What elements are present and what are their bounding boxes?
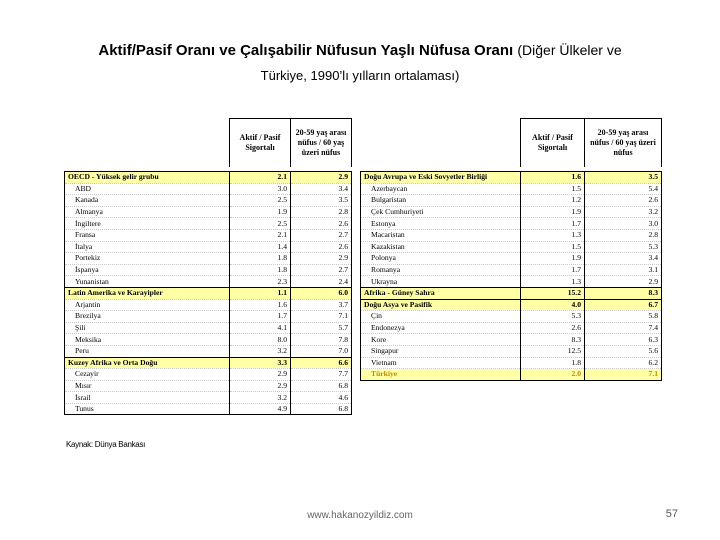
table-row: [65, 392, 352, 404]
table-row: [65, 206, 352, 218]
row-name: Yunanistan: [65, 276, 230, 288]
aktif-pasif-value: 1.8: [230, 253, 291, 265]
row-name: Çin: [361, 311, 521, 323]
aktif-pasif-value: 8.3: [521, 334, 585, 346]
source-note: Kaynak: Dünya Bankası: [66, 440, 146, 449]
group-row: [65, 287, 352, 299]
table-row: [361, 241, 662, 253]
population-ratio-value: 3.4: [291, 183, 352, 195]
aktif-pasif-value: 1.3: [521, 229, 585, 241]
row-name: Brezilya: [65, 311, 230, 323]
row-name: İtalya: [65, 241, 230, 253]
table-row: [65, 276, 352, 288]
population-ratio-value: 2.6: [585, 195, 662, 207]
page-title: [0, 42, 720, 59]
row-name: İspanya: [65, 264, 230, 276]
population-ratio-value: 2.6: [291, 241, 352, 253]
population-ratio-value: 2.9: [291, 172, 352, 184]
table-row: [361, 229, 662, 241]
population-ratio-value: 5.7: [291, 322, 352, 334]
aktif-pasif-value: 1.5: [521, 183, 585, 195]
table-row: [65, 264, 352, 276]
table-row: [361, 264, 662, 276]
aktif-pasif-value: 1.6: [521, 172, 585, 184]
row-name: Azerbaycan: [361, 183, 521, 195]
table-row: [361, 183, 662, 195]
population-ratio-value: 2.9: [291, 253, 352, 265]
aktif-pasif-value: 2.5: [230, 195, 291, 207]
population-ratio-value: 4.6: [291, 392, 352, 404]
aktif-pasif-value: 2.9: [230, 380, 291, 392]
population-ratio-value: 7.0: [291, 345, 352, 357]
table-header-row: [361, 119, 662, 168]
row-name: Romanya: [361, 264, 521, 276]
aktif-pasif-value: 1.9: [230, 206, 291, 218]
population-ratio-value: 3.4: [585, 253, 662, 265]
aktif-pasif-value: 12.5: [521, 345, 585, 357]
table-row: [361, 253, 662, 265]
population-ratio-value: 2.4: [291, 276, 352, 288]
population-ratio-value: 5.6: [585, 345, 662, 357]
aktif-pasif-value: 2.1: [230, 229, 291, 241]
population-ratio-value: 2.8: [291, 206, 352, 218]
group-row: [361, 299, 662, 311]
right-table-body: [361, 172, 662, 381]
header-aktif-pasif: Aktif / Pasif Sigortalı: [521, 119, 585, 168]
row-name: Fransa: [65, 229, 230, 241]
table-row: [65, 229, 352, 241]
aktif-pasif-value: 1.5: [521, 241, 585, 253]
table-row: [65, 322, 352, 334]
row-name: Ukrayna: [361, 276, 521, 288]
row-name: Meksika: [65, 334, 230, 346]
row-name: Mısır: [65, 380, 230, 392]
page-number: 57: [665, 508, 678, 520]
table-row: [361, 206, 662, 218]
table-row: [65, 345, 352, 357]
row-name: Tunus: [65, 403, 230, 415]
table-row: [361, 334, 662, 346]
group-row: [65, 172, 352, 184]
table-row: [65, 311, 352, 323]
table-row: [361, 276, 662, 288]
row-name: Cezayir: [65, 369, 230, 381]
row-name: Polonya: [361, 253, 521, 265]
row-name: OECD - Yüksek gelir grubu: [65, 172, 230, 184]
population-ratio-value: 3.1: [585, 264, 662, 276]
row-name: Arjantin: [65, 299, 230, 311]
population-ratio-value: 7.1: [585, 369, 662, 381]
population-ratio-value: 2.9: [585, 276, 662, 288]
table-row: [65, 195, 352, 207]
population-ratio-value: 6.6: [291, 357, 352, 369]
table-row: [65, 334, 352, 346]
population-ratio-value: 6.2: [585, 357, 662, 369]
aktif-pasif-value: 2.3: [230, 276, 291, 288]
population-ratio-value: 6.8: [291, 380, 352, 392]
table-row: [361, 322, 662, 334]
row-name: Endonezya: [361, 322, 521, 334]
aktif-pasif-value: 1.7: [521, 218, 585, 230]
aktif-pasif-value: 4.1: [230, 322, 291, 334]
aktif-pasif-value: 2.1: [230, 172, 291, 184]
aktif-pasif-value: 3.2: [230, 345, 291, 357]
aktif-pasif-value: 2.9: [230, 369, 291, 381]
aktif-pasif-value: 4.9: [230, 403, 291, 415]
aktif-pasif-value: 1.6: [230, 299, 291, 311]
header-population-ratio: 20-59 yaş arası nüfus / 60 yaş üzeri nüfus: [585, 119, 662, 168]
table-row: [361, 357, 662, 369]
population-ratio-value: 2.8: [585, 229, 662, 241]
aktif-pasif-value: 1.2: [521, 195, 585, 207]
population-ratio-value: 7.8: [291, 334, 352, 346]
title-paren: (Diğer Ülkeler ve: [517, 42, 622, 58]
population-ratio-value: 2.6: [291, 218, 352, 230]
row-name: Singapur: [361, 345, 521, 357]
table-row: [65, 299, 352, 311]
population-ratio-value: 3.7: [291, 299, 352, 311]
aktif-pasif-value: 1.7: [230, 311, 291, 323]
row-name: Şili: [65, 322, 230, 334]
row-name: Kazakistan: [361, 241, 521, 253]
population-ratio-value: 6.3: [585, 334, 662, 346]
aktif-pasif-value: 2.0: [521, 369, 585, 381]
footer-url: www.hakanozyildiz.com: [307, 510, 413, 521]
table-row: [361, 345, 662, 357]
aktif-pasif-value: 1.4: [230, 241, 291, 253]
population-ratio-value: 2.7: [291, 229, 352, 241]
aktif-pasif-value: 2.6: [521, 322, 585, 334]
right-data-table: [360, 118, 662, 381]
group-row: [65, 357, 352, 369]
aktif-pasif-value: 4.0: [521, 299, 585, 311]
row-name: Bulgaristan: [361, 195, 521, 207]
population-ratio-value: 5.3: [585, 241, 662, 253]
header-aktif-pasif: Aktif / Pasif Sigortalı: [230, 119, 291, 168]
aktif-pasif-value: 1.8: [521, 357, 585, 369]
aktif-pasif-value: 15.2: [521, 287, 585, 299]
aktif-pasif-value: 1.9: [521, 253, 585, 265]
table-row: [361, 195, 662, 207]
population-ratio-value: 2.7: [291, 264, 352, 276]
table-row: [65, 253, 352, 265]
row-name: Almanya: [65, 206, 230, 218]
left-table-body: [65, 172, 352, 415]
population-ratio-value: 6.0: [291, 287, 352, 299]
row-name: Peru: [65, 345, 230, 357]
aktif-pasif-value: 1.9: [521, 206, 585, 218]
row-name: Türkiye: [361, 369, 521, 381]
row-name: Macaristan: [361, 229, 521, 241]
header-population-ratio: 20-59 yaş arası nüfus / 60 yaş üzeri nüfus: [291, 119, 352, 168]
title-main: Aktif/Pasif Oranı ve Çalışabilir Nüfusun Yaşlı Nüfusa Oranı: [98, 42, 514, 59]
row-name: ABD: [65, 183, 230, 195]
row-name: Doğu Avrupa ve Eski Sovyetler Birliği: [361, 172, 521, 184]
table-header-row: [65, 119, 352, 168]
population-ratio-value: 6.8: [291, 403, 352, 415]
row-name: Kanada: [65, 195, 230, 207]
row-name: İsrail: [65, 392, 230, 404]
aktif-pasif-value: 1.3: [521, 276, 585, 288]
population-ratio-value: 8.3: [585, 287, 662, 299]
row-name: Afrika - Güney Sahra: [361, 287, 521, 299]
population-ratio-value: 3.5: [585, 172, 662, 184]
population-ratio-value: 3.5: [291, 195, 352, 207]
group-row: [361, 172, 662, 184]
table-row: [65, 218, 352, 230]
table-row: [65, 241, 352, 253]
aktif-pasif-value: 1.1: [230, 287, 291, 299]
row-name: Kuzey Afrika ve Orta Doğu: [65, 357, 230, 369]
table-row: [65, 403, 352, 415]
row-name: Çek Cumhuriyeti: [361, 206, 521, 218]
row-name: Portekiz: [65, 253, 230, 265]
population-ratio-value: 6.7: [585, 299, 662, 311]
aktif-pasif-value: 2.5: [230, 218, 291, 230]
aktif-pasif-value: 3.3: [230, 357, 291, 369]
table-row: [65, 369, 352, 381]
row-name: Estonya: [361, 218, 521, 230]
row-name: Vietnam: [361, 357, 521, 369]
population-ratio-value: 7.4: [585, 322, 662, 334]
row-name: Kore: [361, 334, 521, 346]
aktif-pasif-value: 1.7: [521, 264, 585, 276]
population-ratio-value: 3.0: [585, 218, 662, 230]
population-ratio-value: 3.2: [585, 206, 662, 218]
group-row: [361, 287, 662, 299]
table-row: [65, 380, 352, 392]
row-name: Latin Amerika ve Karayipler: [65, 287, 230, 299]
population-ratio-value: 5.8: [585, 311, 662, 323]
row-name: İngiltere: [65, 218, 230, 230]
population-ratio-value: 7.1: [291, 311, 352, 323]
aktif-pasif-value: 3.0: [230, 183, 291, 195]
aktif-pasif-value: 1.8: [230, 264, 291, 276]
aktif-pasif-value: 8.0: [230, 334, 291, 346]
population-ratio-value: 5.4: [585, 183, 662, 195]
table-row: [361, 311, 662, 323]
aktif-pasif-value: 3.2: [230, 392, 291, 404]
left-data-table: [64, 118, 352, 415]
table-row: [361, 369, 662, 381]
row-name: Doğu Asya ve Pasifik: [361, 299, 521, 311]
page-subtitle: Türkiye, 1990’lı yılların ortalaması): [260, 68, 460, 83]
table-row: [65, 183, 352, 195]
population-ratio-value: 7.7: [291, 369, 352, 381]
table-row: [361, 218, 662, 230]
aktif-pasif-value: 5.3: [521, 311, 585, 323]
